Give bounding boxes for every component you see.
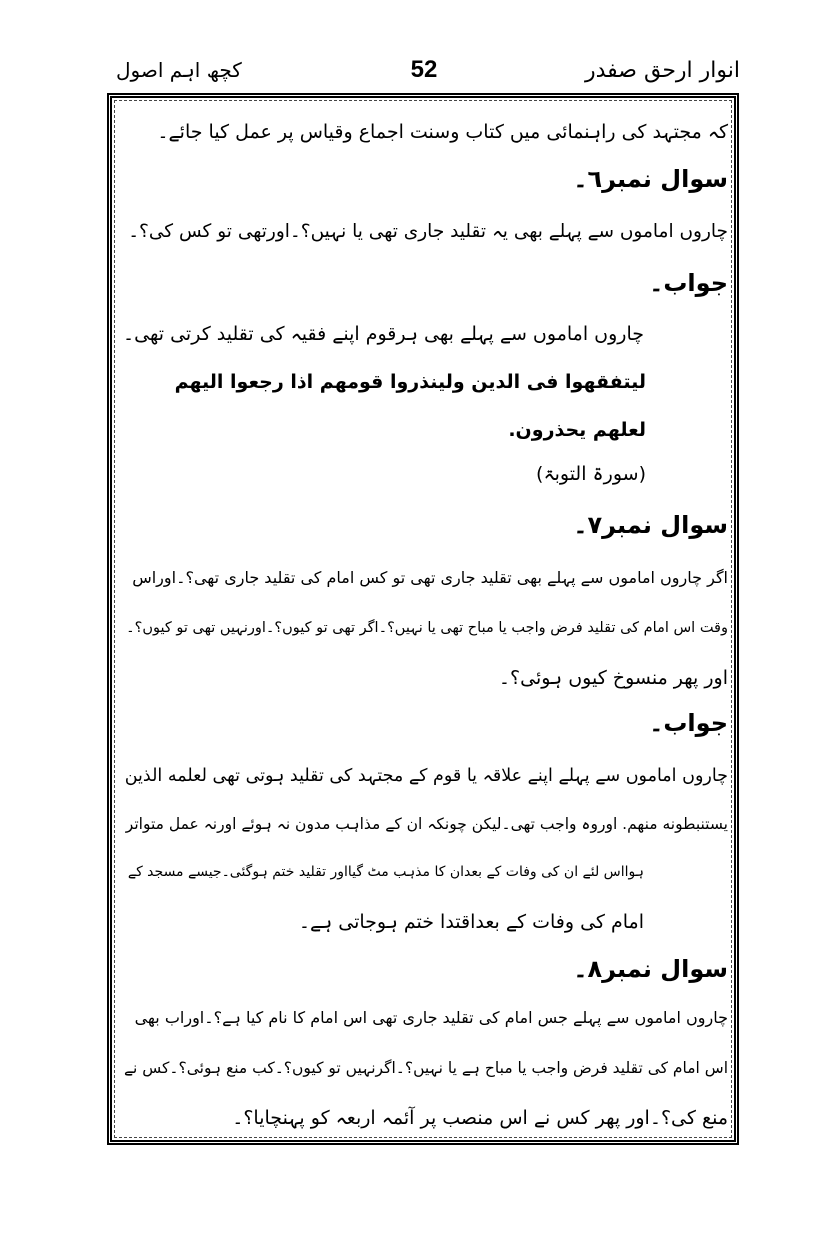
book-title: انوار ارحق صفدر	[585, 58, 740, 83]
page-border-frame	[107, 93, 739, 1145]
question-text: اور پھر منسوخ کیوں ہوئی؟۔	[498, 667, 728, 689]
question-text: وقت اس امام کی تقلید فرض واجب یا مباح تھی یا نہیں؟۔اگر تھی تو کیوں؟۔اورنہیں تھی تو کیوں؟۔	[126, 620, 728, 636]
answer-heading: جواب۔	[649, 269, 728, 297]
page-number: 52	[410, 56, 438, 83]
chapter-title: کچھ اہم اصول	[116, 58, 242, 82]
question-text: چاروں اماموں سے پہلے جس امام کی تقلید جاری تھی اس امام کا نام کیا ہے؟۔اوراب بھی	[134, 1008, 728, 1027]
question-text: اس امام کی تقلید فرض واجب یا مباح ہے یا نہیں؟۔اگرنہیں تو کیوں؟۔کب منع ہوئی؟۔کس نے	[123, 1059, 728, 1077]
surah-reference: (سورۃ التوبۃ)	[536, 463, 646, 485]
question-text: چاروں اماموں سے پہلے بھی یہ تقلید جاری تھی یا نہیں؟۔اورتھی تو کس کی؟۔	[128, 221, 728, 242]
answer-heading: جواب۔	[649, 709, 728, 737]
question-text: منع کی؟۔اور پھر کس نے اس منصب پر آئمہ اربعہ کو پہنچایا؟۔	[232, 1107, 728, 1129]
body-line: کہ مجتہد کی راہنمائی میں کتاب وسنت اجماع وقیاس پر عمل کیا جائے۔	[157, 121, 728, 143]
quran-verse: لیتفقهوا فی الدین ولینذروا قومهم اذا رجعوا الیهم	[174, 371, 646, 393]
quran-verse: لعلهم یحذرون.	[508, 419, 646, 441]
answer-text: چاروں اماموں سے پہلے اپنے علاقہ یا قوم کے مجتہد کی تقلید ہوتی تھی لعلمه الذین	[124, 766, 728, 786]
answer-text: ہوااس لئے ان کی وفات کے بعدان کا مذہب مٹ گیااور تقلید ختم ہوگئی۔جیسے مسجد کے	[127, 864, 644, 880]
answer-text: امام کی وفات کے بعداقتدا ختم ہوجاتی ہے۔	[298, 911, 644, 933]
page-header	[108, 56, 740, 90]
question-heading: سوال نمبر٨۔	[573, 955, 728, 983]
question-heading: سوال نمبر٧۔	[573, 511, 728, 539]
answer-text: چاروں اماموں سے پہلے بھی ہرقوم اپنے فقیہ کی تقلید کرتی تھی۔	[123, 323, 644, 345]
answer-text: یستنبطونه منهم. اوروہ واجب تھی۔لیکن چونکہ ان کے مذاہب مدون نہ ہوئے اورنہ عمل متواتر	[125, 815, 728, 833]
question-heading: سوال نمبر٦۔	[573, 165, 728, 193]
question-text: اگر چاروں اماموں سے پہلے بھی تقلید جاری تھی تو کس امام کی تقلید جاری تھی؟۔اوراس	[132, 568, 728, 587]
